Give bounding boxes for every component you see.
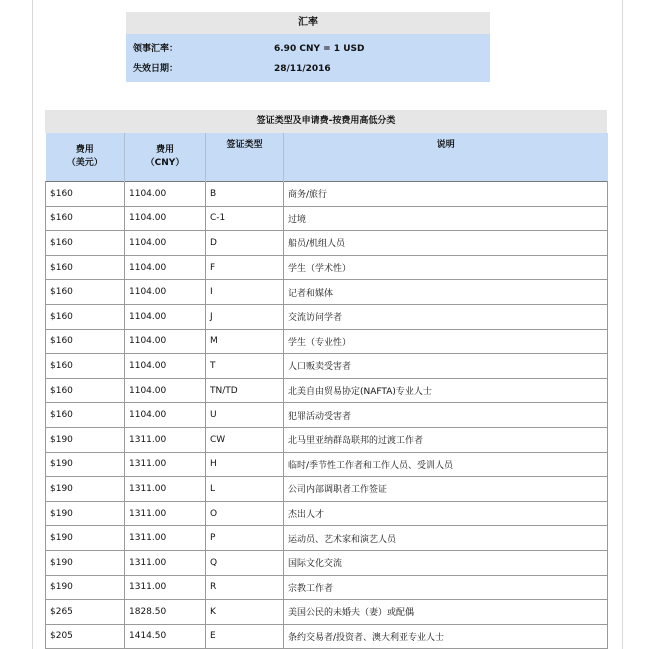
fee-cny-cell: 1104.00: [125, 304, 206, 329]
visa-type-cell: U: [206, 403, 284, 428]
table-row: [46, 231, 608, 256]
visa-type-cell: TN/TD: [206, 378, 284, 403]
table-row: [46, 378, 608, 403]
fee-cny-cell: 1311.00: [125, 575, 206, 600]
fee-usd-cell: $160: [46, 231, 125, 256]
visa-type-cell: K: [206, 600, 284, 625]
description-cell: 宗教工作者: [284, 575, 608, 600]
table-row: [46, 501, 608, 526]
fee-usd-cell: $160: [46, 182, 125, 207]
visa-type-cell: O: [206, 501, 284, 526]
fee-usd-cell: $205: [46, 624, 125, 649]
rate-label: 领事汇率：: [133, 44, 179, 54]
fee-usd-cell: $160: [46, 255, 125, 280]
header-usd: 费用 （美元）: [46, 133, 125, 182]
fee-usd-cell: $160: [46, 329, 125, 354]
fee-usd-cell: $160: [46, 280, 125, 305]
description-cell: 商务/旅行: [284, 182, 608, 207]
fee-usd-cell: $160: [46, 304, 125, 329]
description-cell: 人口贩卖受害者: [284, 354, 608, 379]
exchange-rate-row: [126, 39, 490, 59]
header-description: 说明: [284, 133, 608, 182]
table-row: [46, 477, 608, 502]
date-value: 28/11/2016: [274, 64, 331, 74]
visa-type-cell: H: [206, 452, 284, 477]
table-row: [46, 304, 608, 329]
description-cell: 北美自由贸易协定(NAFTA)专业人士: [284, 378, 608, 403]
fee-usd-cell: $160: [46, 354, 125, 379]
fee-cny-cell: 1414.50: [125, 624, 206, 649]
fee-cny-cell: 1104.00: [125, 378, 206, 403]
fee-cny-cell: 1104.00: [125, 354, 206, 379]
table-row: [46, 600, 608, 625]
table-row: [46, 280, 608, 305]
fee-cny-cell: 1104.00: [125, 231, 206, 256]
fee-cny-cell: 1311.00: [125, 501, 206, 526]
fee-usd-cell: $160: [46, 403, 125, 428]
visa-fee-table: [45, 133, 608, 649]
visa-type-cell: I: [206, 280, 284, 305]
table-row: [46, 182, 608, 207]
table-header-row: [46, 133, 608, 182]
fee-cny-cell: 1311.00: [125, 550, 206, 575]
description-cell: 交流访问学者: [284, 304, 608, 329]
header-cny: 费用 （CNY）: [125, 133, 206, 182]
fee-usd-cell: $190: [46, 526, 125, 551]
fee-cny-cell: 1104.00: [125, 182, 206, 207]
visa-type-cell: B: [206, 182, 284, 207]
visa-type-cell: P: [206, 526, 284, 551]
fee-usd-cell: $190: [46, 427, 125, 452]
fee-usd-cell: $265: [46, 600, 125, 625]
visa-type-cell: L: [206, 477, 284, 502]
header-visa-type: 签证类型: [206, 133, 284, 182]
fee-usd-cell: $190: [46, 452, 125, 477]
visa-type-cell: F: [206, 255, 284, 280]
description-cell: 运动员、艺术家和演艺人员: [284, 526, 608, 551]
visa-fee-table-section: [45, 110, 607, 649]
expiry-date-row: [126, 59, 490, 79]
visa-type-cell: J: [206, 304, 284, 329]
description-cell: 犯罪活动受害者: [284, 403, 608, 428]
fee-cny-cell: 1311.00: [125, 452, 206, 477]
table-row: [46, 550, 608, 575]
exchange-rate-title: 汇率: [126, 12, 490, 34]
description-cell: 公司内部调职者工作签证: [284, 477, 608, 502]
table-row: [46, 452, 608, 477]
table-row: [46, 526, 608, 551]
fee-cny-cell: 1104.00: [125, 280, 206, 305]
fee-cny-cell: 1311.00: [125, 477, 206, 502]
description-cell: 船员/机组人员: [284, 231, 608, 256]
fee-cny-cell: 1104.00: [125, 206, 206, 231]
fee-usd-cell: $190: [46, 501, 125, 526]
rate-value: 6.90 CNY = 1 USD: [274, 44, 365, 54]
visa-type-cell: Q: [206, 550, 284, 575]
date-label: 失效日期：: [133, 64, 179, 74]
table-row: [46, 624, 608, 649]
visa-type-cell: D: [206, 231, 284, 256]
table-row: [46, 403, 608, 428]
visa-fee-table-title: 签证类型及申请费-按费用高低分类: [45, 110, 607, 133]
fee-cny-cell: 1104.00: [125, 255, 206, 280]
table-row: [46, 427, 608, 452]
exchange-rate-body: [126, 34, 490, 82]
description-cell: 临时/季节性工作者和工作人员、受训人员: [284, 452, 608, 477]
table-row: [46, 255, 608, 280]
fee-cny-cell: 1104.00: [125, 329, 206, 354]
fee-usd-cell: $190: [46, 575, 125, 600]
exchange-rate-box: [126, 12, 490, 82]
table-row: [46, 206, 608, 231]
fee-cny-cell: 1311.00: [125, 526, 206, 551]
visa-type-cell: T: [206, 354, 284, 379]
description-cell: 杰出人才: [284, 501, 608, 526]
table-row: [46, 354, 608, 379]
visa-type-cell: C-1: [206, 206, 284, 231]
fee-cny-cell: 1311.00: [125, 427, 206, 452]
fee-usd-cell: $160: [46, 206, 125, 231]
description-cell: 北马里亚纳群岛联邦的过渡工作者: [284, 427, 608, 452]
visa-type-cell: CW: [206, 427, 284, 452]
description-cell: 美国公民的未婚夫（妻）或配偶: [284, 600, 608, 625]
fee-usd-cell: $190: [46, 477, 125, 502]
description-cell: 条约交易者/投资者、澳大利亚专业人士: [284, 624, 608, 649]
fee-usd-cell: $160: [46, 378, 125, 403]
page-border-right: [622, 0, 623, 649]
visa-type-cell: E: [206, 624, 284, 649]
visa-type-cell: R: [206, 575, 284, 600]
table-row: [46, 575, 608, 600]
visa-type-cell: M: [206, 329, 284, 354]
description-cell: 学生（专业性）: [284, 329, 608, 354]
fee-cny-cell: 1104.00: [125, 403, 206, 428]
table-row: [46, 329, 608, 354]
description-cell: 学生（学术性）: [284, 255, 608, 280]
fee-usd-cell: $190: [46, 550, 125, 575]
page-border-left: [32, 0, 33, 649]
fee-cny-cell: 1828.50: [125, 600, 206, 625]
description-cell: 过境: [284, 206, 608, 231]
description-cell: 国际文化交流: [284, 550, 608, 575]
description-cell: 记者和媒体: [284, 280, 608, 305]
